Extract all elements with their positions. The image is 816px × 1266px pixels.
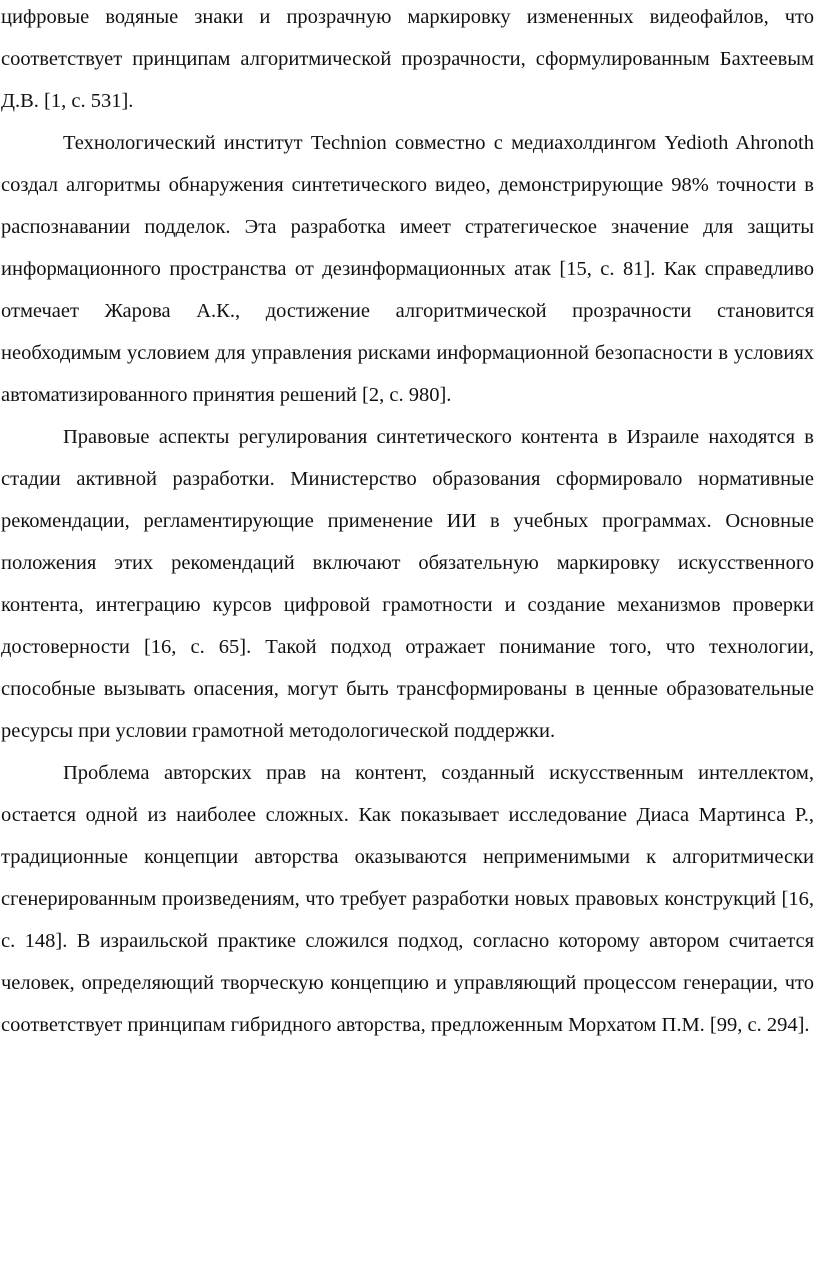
paragraph-continuation: цифровые водяные знаки и прозрачную маркировку измененных видеофайлов, что соответствует принципам алгоритмической прозрачности, сформулированным Бахтеевым Д.В. [1, с. 531]. [1, 6, 814, 112]
paragraph-copyright: Проблема авторских прав на контент, созданный искусственным интеллектом, остается одной из наиболее сложных. Как показывает исследование Диаса Мартинса Р., традиционные концепции авторства оказываются неприменимыми к алгоритмически сгенерированным произведениям, что требует разработки новых правовых конструкций [16, с. 148]. В израильской практике сложился подход, согласно которому автором считается человек, определяющий творческую концепцию и управляющий процессом генерации, что соответствует принципам гибридного авторства, предложенным Морхатом П.М. [99, с. 294]. [1, 762, 814, 1036]
paragraph-technion: Технологический институт Technion совместно с медиахолдингом Yedioth Ahronoth создал алгоритмы обнаружения синтетического видео, демонстрирующие 98% точности в распознавании подделок. Эта разработка имеет стратегическое значение для защиты информационного пространства от дезинформационных атак [15, с. 81]. Как справедливо отмечает Жарова А.К., достижение алгоритмической прозрачности становится необходимым условием для управления рисками информационной безопасности в условиях автоматизированного принятия решений [2, с. 980]. [1, 132, 814, 406]
paragraph-legal-aspects: Правовые аспекты регулирования синтетического контента в Израиле находятся в стадии активной разработки. Министерство образования сформировало нормативные рекомендации, регламентирующие применение ИИ в учебных программах. Основные положения этих рекомендаций включают обязательную маркировку искусственного контента, интеграцию курсов цифровой грамотности и создание механизмов проверки достоверности [16, с. 65]. Такой подход отражает понимание того, что технологии, способные вызывать опасения, могут быть трансформированы в ценные образовательные ресурсы при условии грамотной методологической поддержки. [1, 426, 814, 742]
